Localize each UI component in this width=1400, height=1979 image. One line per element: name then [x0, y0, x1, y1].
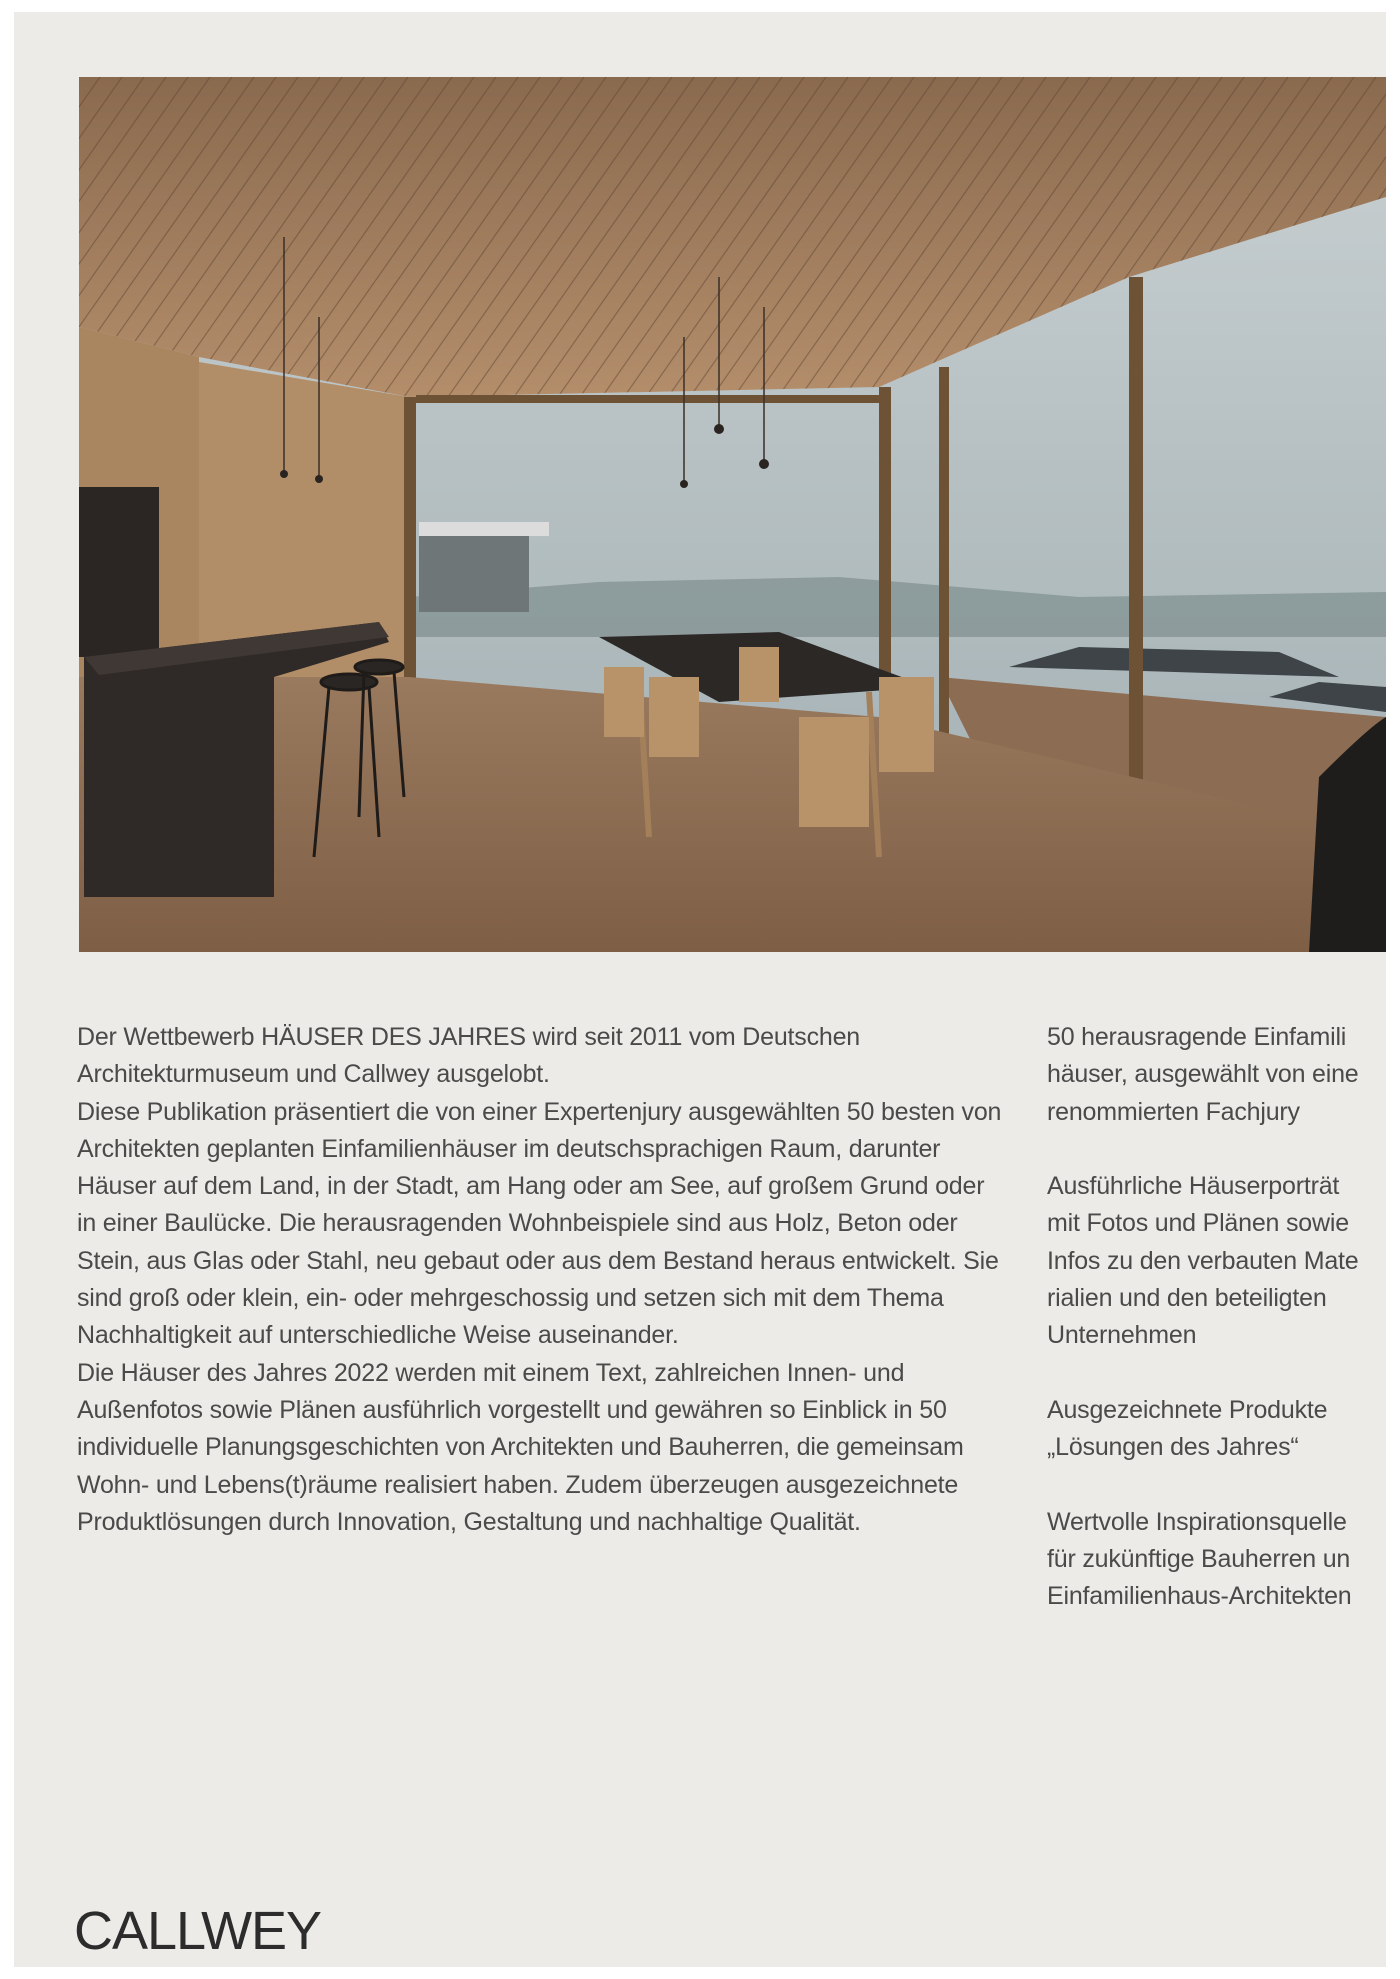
highlight-products	[1047, 1392, 1386, 1467]
highlight-line: für zukünftige Bauherren un	[1047, 1545, 1351, 1574]
highlight-line: renommierten Fachjury	[1047, 1097, 1300, 1126]
highlight-line: Unternehmen	[1047, 1321, 1197, 1350]
highlight-line: mit Fotos und Plänen sowie	[1047, 1209, 1349, 1238]
paragraph-intro: Der Wettbewerb HÄUSER DES JAHRES wird seit 2011 vom Deutschen Architekturmuseum und Callwey ausgelobt.	[77, 1023, 861, 1089]
highlight-line: Ausgezeichnete Produkte	[1047, 1395, 1328, 1424]
highlight-line: Wertvolle Inspirationsquelle	[1047, 1507, 1347, 1536]
highlight-line: häuser, ausgewählt von eine	[1047, 1060, 1359, 1089]
interior-photo	[79, 77, 1386, 952]
highlight-inspiration	[1047, 1504, 1386, 1616]
paragraph-publication: Diese Publikation präsentiert die von einer Expertenjury ausgewählten 50 besten von Architekten geplanten Einfamilienhäuser im deutschsprachigen Raum, darunter Häuser auf dem Land, in der Stadt, am Hang oder am See, auf großem Grund oder in einer Baulücke. Die herausragenden Wohnbeispiele sind aus Holz, Beton oder Stein, aus Glas oder Stahl, neu gebaut oder aus dem Bestand heraus entwickelt. Sie sind groß oder klein, ein- oder mehrgeschossig und setzen sich mit dem Thema Nachhaltigkeit auf unterschiedliche Weise auseinander.	[77, 1097, 1002, 1350]
highlights-column	[1047, 1019, 1386, 1653]
paragraph-houses-2022: Die Häuser des Jahres 2022 werden mit einem Text, zahlreichen Innen- und Außenfotos sowie Plänen ausführlich vorgestellt und gewähren so Einblick in 50 individuelle Planungsgeschichten von Architekten und Bauherren, die gemeinsam Wohn- und Lebens(t)räume realisiert haben. Zudem überzeugen ausgezeichnete Produktlösungen durch Innovation, Gestaltung und nachhaltige Qualität.	[77, 1358, 964, 1536]
highlight-line: rialien und den beteiligten	[1047, 1284, 1327, 1313]
highlight-line: „Lösungen des Jahres“	[1047, 1433, 1299, 1462]
callwey-logo: CALLWEY	[74, 1901, 322, 1961]
book-back-cover	[14, 12, 1386, 1967]
description-text	[77, 1019, 1007, 1541]
highlight-line: Einfamilienhaus-Architekten	[1047, 1582, 1352, 1611]
highlight-line: Infos zu den verbauten Mate	[1047, 1246, 1359, 1275]
highlight-portraits	[1047, 1168, 1386, 1354]
highlight-jury	[1047, 1019, 1386, 1131]
highlight-line: 50 herausragende Einfamili	[1047, 1023, 1347, 1051]
photo-illustration	[79, 77, 1386, 952]
highlight-line: Ausführliche Häuserporträt	[1047, 1172, 1340, 1201]
